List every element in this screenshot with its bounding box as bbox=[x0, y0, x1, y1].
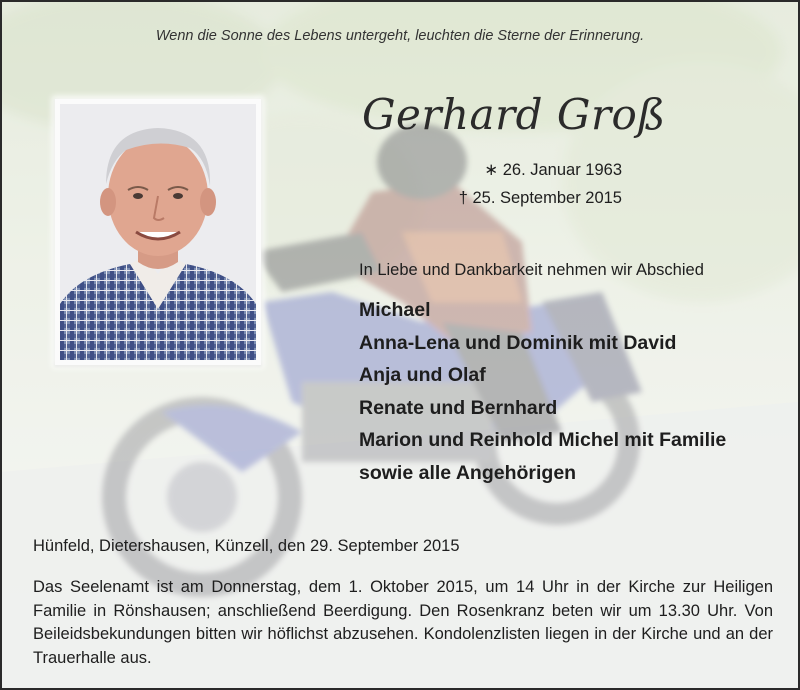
deceased-name: Gerhard Groß bbox=[362, 90, 666, 139]
mourner-line: Anja und Olaf bbox=[359, 364, 486, 386]
place-and-date: Hünfeld, Dietershausen, Künzell, den 29. September 2015 bbox=[33, 537, 460, 555]
birth-date: ∗ 26. Januar 1963 bbox=[484, 161, 622, 179]
mourner-line: Michael bbox=[359, 299, 431, 321]
death-date: † 25. September 2015 bbox=[458, 189, 622, 207]
farewell-line: In Liebe und Dankbarkeit nehmen wir Abschied bbox=[359, 261, 704, 279]
mourner-line: Renate und Bernhard bbox=[359, 396, 558, 419]
mourner-line: Marion und Reinhold Michel mit Familie bbox=[359, 429, 727, 451]
mourners-list bbox=[359, 294, 726, 489]
portrait-photo-frame bbox=[55, 99, 261, 365]
portrait-photo bbox=[60, 104, 256, 360]
service-notice: Das Seelenamt ist am Donnerstag, dem 1. Oktober 2015, um 14 Uhr in der Kirche zur Heiligen Familie in Rönshausen; anschließend Beerdigung. Den Rosenkranz beten wir um 13.30 Uhr. Von Beileidsbekundungen bitten wir höflichst abzusehen. Kondolenzlisten liegen in der Kirche und an der Trauerhalle aus. bbox=[33, 578, 773, 667]
life-dates bbox=[362, 156, 622, 212]
motto-quote: Wenn die Sonne des Lebens untergeht, leuchten die Sterne der Erinnerung. bbox=[155, 28, 645, 44]
mourner-line: Anna-Lena und Dominik mit David bbox=[359, 331, 677, 354]
mourner-line: sowie alle Angehörigen bbox=[359, 461, 577, 484]
